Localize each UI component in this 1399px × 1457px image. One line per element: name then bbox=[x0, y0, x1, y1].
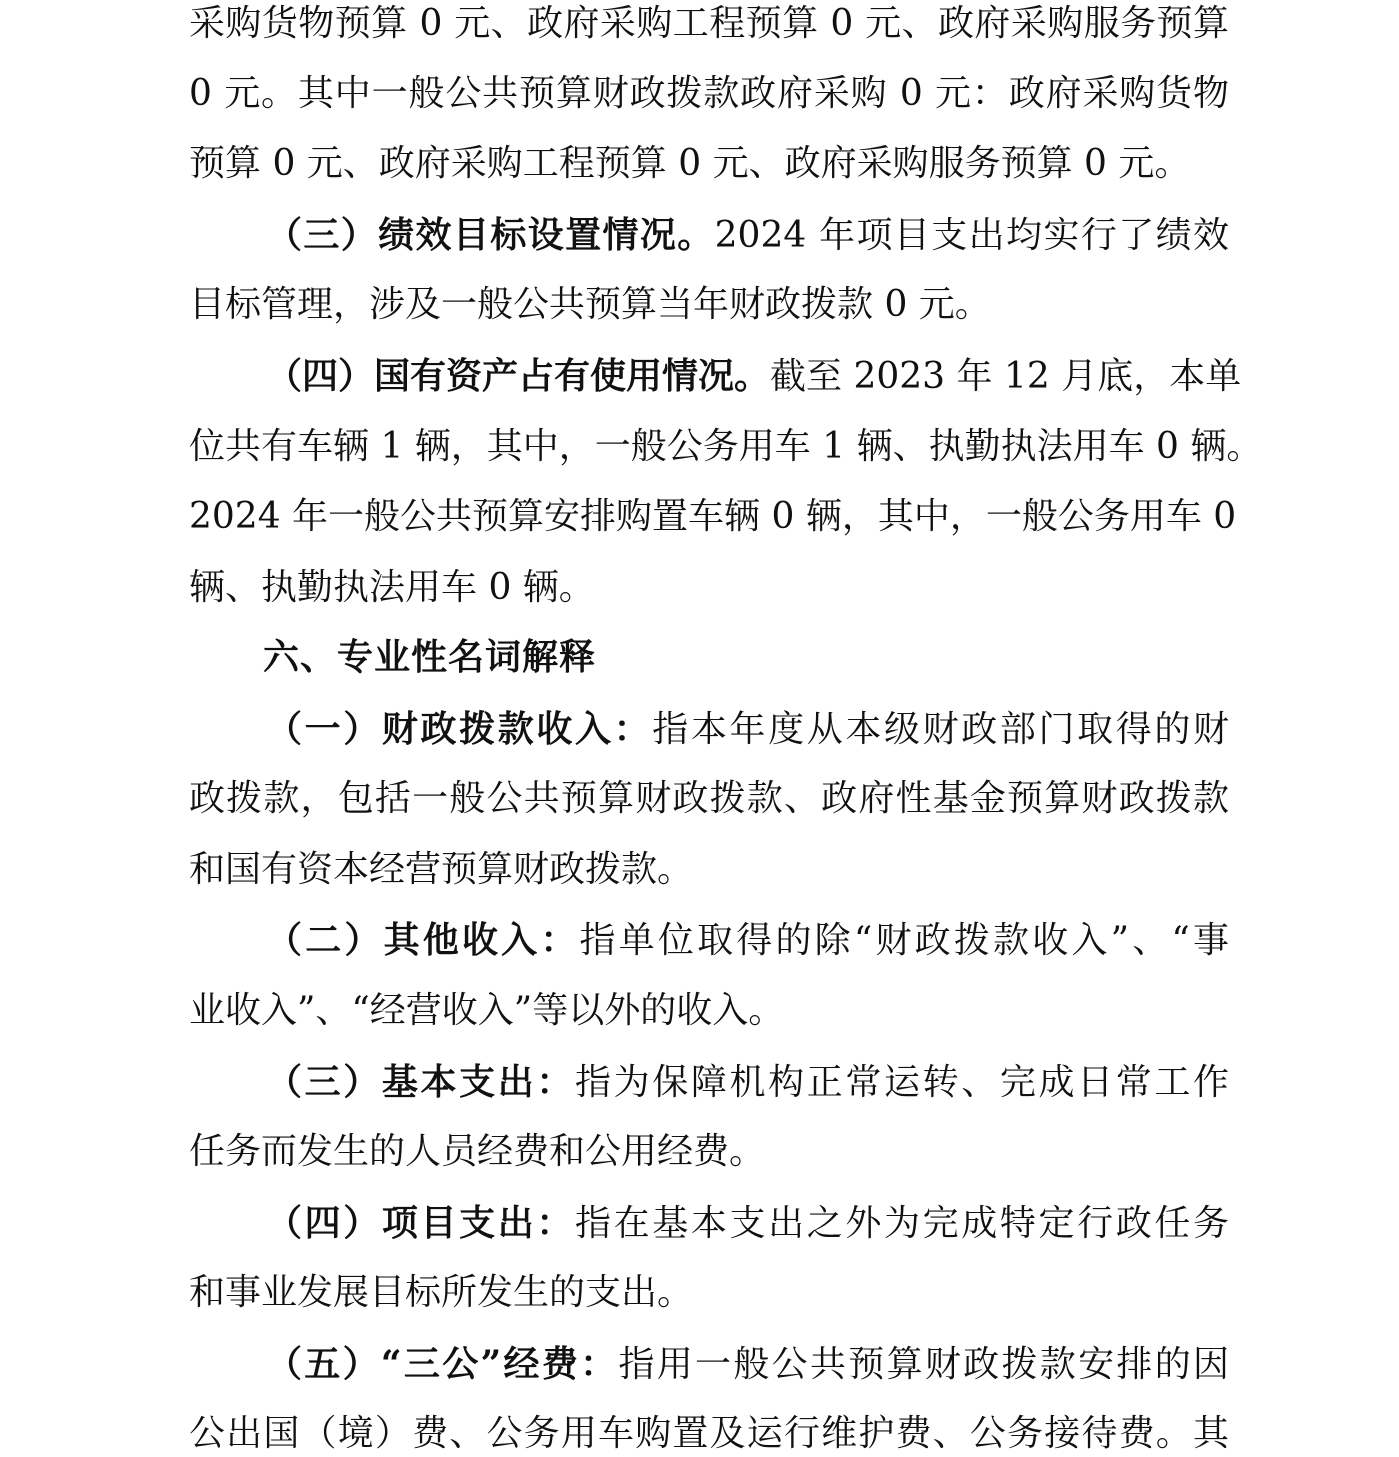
term-other-income-line-1 bbox=[266, 918, 1229, 962]
section-heading: 六、专业性名词解释 bbox=[263, 637, 597, 678]
term-fiscal-income-line-3: 和国有资本经营预算财政拨款。 bbox=[189, 849, 694, 890]
performance-line-2: 目标管理，涉及一般公共预算当年财政拨款 0 元。 bbox=[189, 284, 991, 325]
term-project-expenditure-line-2: 和事业发展目标所发生的支出。 bbox=[189, 1272, 694, 1313]
procurement-line-3: 预算 0 元、政府采购工程预算 0 元、政府采购服务预算 0 元。 bbox=[189, 143, 1191, 184]
term-fiscal-income-line-1 bbox=[266, 707, 1229, 751]
term-other-income-line-1-rest: 指单位取得的除“财政拨款收入”、“事 bbox=[579, 920, 1229, 961]
assets-line-2: 位共有车辆 1 辆，其中，一般公务用车 1 辆、执勤执法用车 0 辆。 bbox=[189, 426, 1263, 467]
assets-lead: （四）国有资产占有使用情况。 bbox=[266, 355, 771, 397]
assets-line-1-rest: 截至 2023 年 12 月底，本单 bbox=[770, 356, 1242, 397]
term-project-expenditure-line-1 bbox=[266, 1201, 1229, 1245]
term-three-public-line-1-rest: 指用一般公共预算财政拨款安排的因 bbox=[618, 1344, 1229, 1385]
procurement-line-1: 采购货物预算 0 元、政府采购工程预算 0 元、政府采购服务预算 bbox=[189, 3, 1229, 44]
term-basic-expenditure-lead: （三）基本支出： bbox=[266, 1061, 575, 1103]
performance-line-1-rest: 2024 年项目支出均实行了绩效 bbox=[714, 215, 1229, 256]
term-project-expenditure-lead: （四）项目支出： bbox=[266, 1202, 575, 1244]
term-basic-expenditure-line-2: 任务而发生的人员经费和公用经费。 bbox=[189, 1131, 766, 1172]
term-basic-expenditure-line-1 bbox=[266, 1060, 1229, 1104]
term-three-public-lead: （五）“三公”经费： bbox=[266, 1343, 619, 1385]
term-basic-expenditure-line-1-rest: 指为保障机构正常运转、完成日常工作 bbox=[575, 1062, 1229, 1103]
assets-line-4: 辆、执勤执法用车 0 辆。 bbox=[189, 567, 595, 608]
term-three-public-line-1 bbox=[266, 1342, 1229, 1386]
term-other-income-line-2: 业收入”、“经营收入”等以外的收入。 bbox=[189, 990, 785, 1031]
term-fiscal-income-lead: （一）财政拨款收入： bbox=[266, 708, 653, 750]
assets-line-1 bbox=[266, 354, 1242, 398]
term-three-public-line-2: 公出国（境）费、公务用车购置及运行维护费、公务接待费。其 bbox=[189, 1413, 1229, 1454]
term-other-income-lead: （二）其他收入： bbox=[266, 919, 580, 961]
procurement-line-2: 0 元。其中一般公共预算财政拨款政府采购 0 元：政府采购货物 bbox=[189, 73, 1229, 114]
assets-line-3: 2024 年一般公共预算安排购置车辆 0 辆，其中，一般公务用车 0 bbox=[189, 496, 1237, 537]
performance-line-1 bbox=[266, 213, 1229, 257]
performance-lead: （三）绩效目标设置情况。 bbox=[266, 214, 715, 256]
term-fiscal-income-line-2: 政拨款，包括一般公共预算财政拨款、政府性基金预算财政拨款 bbox=[189, 778, 1229, 819]
term-project-expenditure-line-1-rest: 指在基本支出之外为完成特定行政任务 bbox=[575, 1203, 1229, 1244]
term-fiscal-income-line-1-rest: 指本年度从本级财政部门取得的财 bbox=[652, 709, 1229, 750]
